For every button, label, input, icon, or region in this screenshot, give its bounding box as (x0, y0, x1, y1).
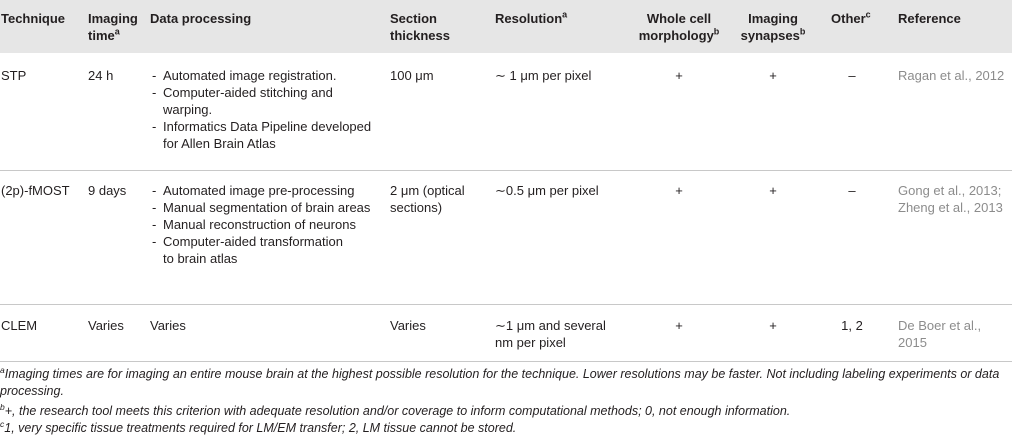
row-fmost-other: – (848, 183, 856, 198)
row-stp-technique: STP (1, 68, 27, 83)
row-clem-section-thickness: Varies (390, 318, 426, 333)
row-fmost-whole-cell: + (675, 183, 683, 198)
processing-item: - Computer-aided stitching and warping. (150, 84, 333, 118)
row-clem-imaging-time: Varies (88, 318, 124, 333)
header-data-processing: Data processing (150, 11, 252, 26)
row-stp-section-thickness: 100 μm (390, 68, 434, 83)
row-fmost-technique: (2p)-fMOST (1, 183, 70, 198)
processing-item: - Automated image registration. (150, 67, 370, 84)
row-stp-whole-cell: + (675, 68, 683, 83)
footnote-c: $^c$1, very specific tissue treatments required for LM/EM transfer; 2, LM tissue cannot be stored. (0, 418, 517, 435)
processing-item: - Computer-aided transformation to brain atlas (150, 233, 348, 267)
row-clem-imaging-synapses: + (769, 318, 777, 333)
row-stp-resolution: ∼ 1 μm per pixel (495, 68, 592, 83)
row-clem-whole-cell: + (675, 318, 683, 333)
processing-item: - Informatics Data Pipeline developed for Allen Brain Atlas (150, 118, 378, 152)
row-fmost-resolution: ∼0.5 μm per pixel (495, 183, 599, 198)
header-section-thickness: Section thickness (390, 11, 450, 43)
processing-item: - Manual segmentation of brain areas (150, 199, 373, 216)
header-technique: Technique (1, 11, 66, 26)
header-imaging-time: Imaging time$^a$ (88, 11, 138, 43)
footnote-b: $^b$+, the research tool meets this criterion with adequate resolution and/or coverage to inform computational methods; 0, not enough information. (0, 401, 791, 418)
row-fmost-section-thickness: 2 μm (optical sections) (390, 183, 465, 215)
row-clem-other: 1, 2 (841, 318, 863, 333)
row-stp-imaging-time: 24 h (88, 68, 114, 83)
row-stp-processing (150, 67, 370, 152)
row-divider (0, 304, 1012, 305)
table-bottom-rule (0, 361, 1012, 362)
footnote-a: $^a$Imaging times are for imaging an entire mouse brain at the highest possible resolution for the technique. Lower resolutions may be faster. Not including labeling experiments or data processing. (0, 364, 1000, 398)
row-stp-reference: Ragan et al., 2012 (898, 68, 1005, 83)
header-imaging-synapses: Imaging synapses$^b$ (740, 11, 806, 43)
row-stp-imaging-synapses: + (769, 68, 777, 83)
row-fmost-processing (150, 182, 382, 267)
row-fmost-reference: Gong et al., 2013; Zheng et al., 2013 (898, 183, 1003, 215)
row-divider (0, 170, 1012, 171)
row-fmost-imaging-time: 9 days (88, 183, 127, 198)
row-clem-resolution: ∼1 μm and several nm per pixel (495, 318, 606, 350)
header-whole-cell: Whole cell morphology$^b$ (638, 11, 720, 43)
header-reference: Reference (898, 11, 961, 26)
row-clem-processing: Varies (150, 318, 186, 333)
header-other: Other$^c$ (831, 9, 871, 26)
row-clem-reference: De Boer et al., 2015 (898, 318, 982, 350)
row-fmost-imaging-synapses: + (769, 183, 777, 198)
header-resolution: Resolution$^a$ (495, 9, 568, 26)
processing-item: - Manual reconstruction of neurons (150, 216, 382, 233)
processing-item: - Automated image pre-processing (150, 182, 382, 199)
row-clem-technique: CLEM (1, 318, 38, 333)
row-stp-other: – (848, 68, 856, 83)
